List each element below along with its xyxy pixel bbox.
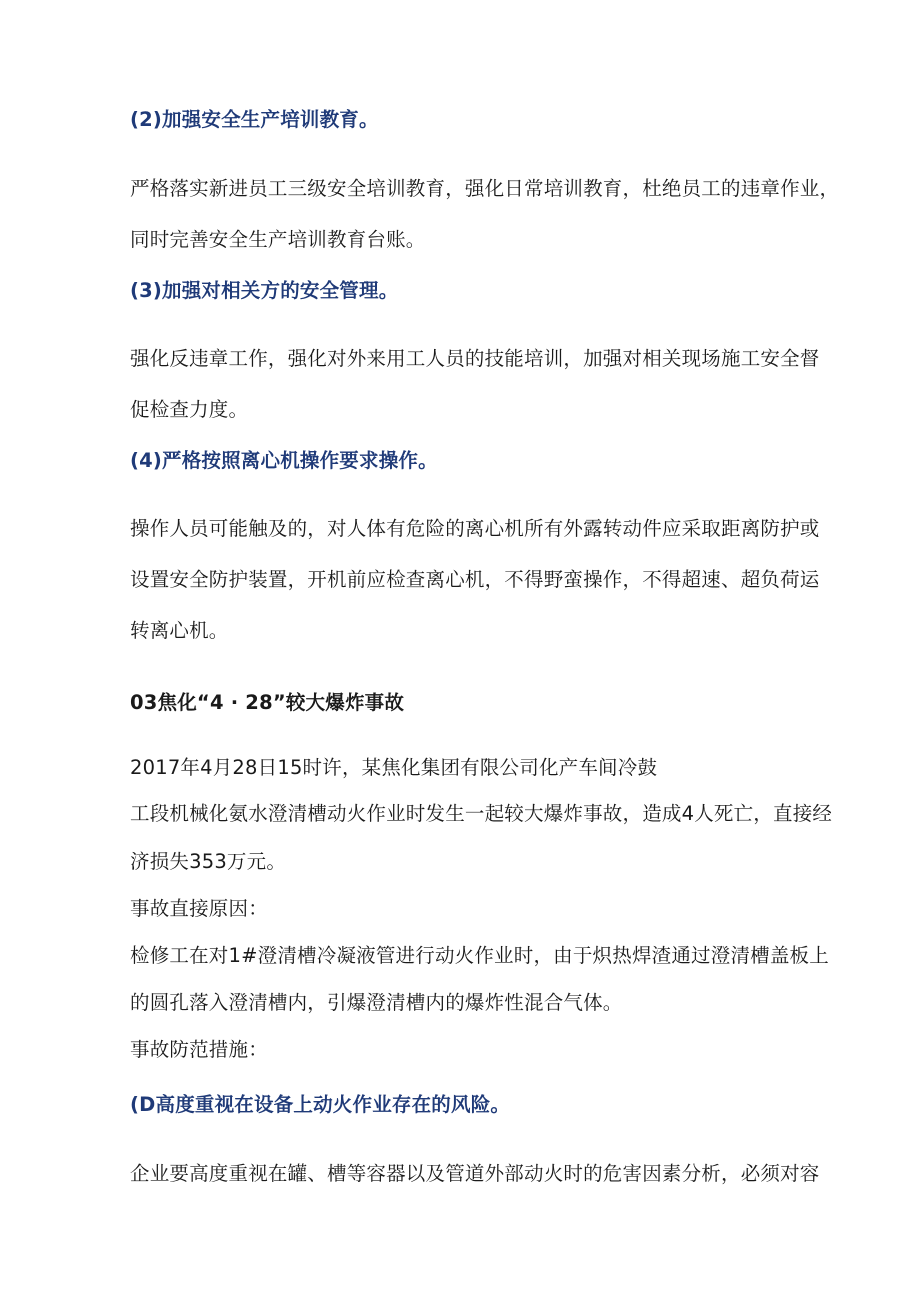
paragraph-line: 严格落实新进员工三级安全培训教育，强化日常培训教育，杜绝员工的违章作业， <box>130 177 840 200</box>
cause-label: 事故直接原因： <box>130 897 268 920</box>
measures-label: 事故防范措施： <box>130 1038 268 1061</box>
paragraph-line: 操作人员可能触及的，对人体有危险的离心机所有外露转动件应采取距离防护或 <box>130 517 820 540</box>
section-title: 03焦化“4 · 28”较大爆炸事故 <box>130 691 405 714</box>
heading-contractor-management: (3)加强对相关方的安全管理。 <box>130 279 399 302</box>
paragraph-line: 设置安全防护装置，开机前应检查离心机，不得野蛮操作，不得超速、超负荷运 <box>130 568 820 591</box>
paragraph-line: 企业要高度重视在罐、槽等容器以及管道外部动火时的危害因素分析，必须对容 <box>130 1162 820 1185</box>
paragraph-line: 检修工在对1#澄清槽冷凝液管进行动火作业时，由于炽热焊渣通过澄清槽盖板上 <box>130 944 829 967</box>
paragraph-line: 2017年4月28日15时许，某焦化集团有限公司化产车间冷鼓 <box>130 756 658 779</box>
heading-centrifuge-operation: (4)严格按照离心机操作要求操作。 <box>130 449 438 472</box>
paragraph-line: 工段机械化氨水澄清槽动火作业时发生一起较大爆炸事故，造成4人死亡，直接经 <box>130 802 833 825</box>
paragraph-line: 的圆孔落入澄清槽内，引爆澄清槽内的爆炸性混合气体。 <box>130 991 623 1014</box>
paragraph-line: 济损失353万元。 <box>130 850 287 873</box>
paragraph-line: 同时完善安全生产培训教育台账。 <box>130 228 426 251</box>
paragraph-line: 促检查力度。 <box>130 398 249 421</box>
paragraph-line: 转离心机。 <box>130 619 229 642</box>
paragraph-line: 强化反违章工作，强化对外来用工人员的技能培训，加强对相关现场施工安全督 <box>130 347 820 370</box>
heading-hot-work-risk: (D高度重视在设备上动火作业存在的风险。 <box>130 1093 511 1116</box>
heading-training: (2)加强安全生产培训教育。 <box>130 108 379 131</box>
